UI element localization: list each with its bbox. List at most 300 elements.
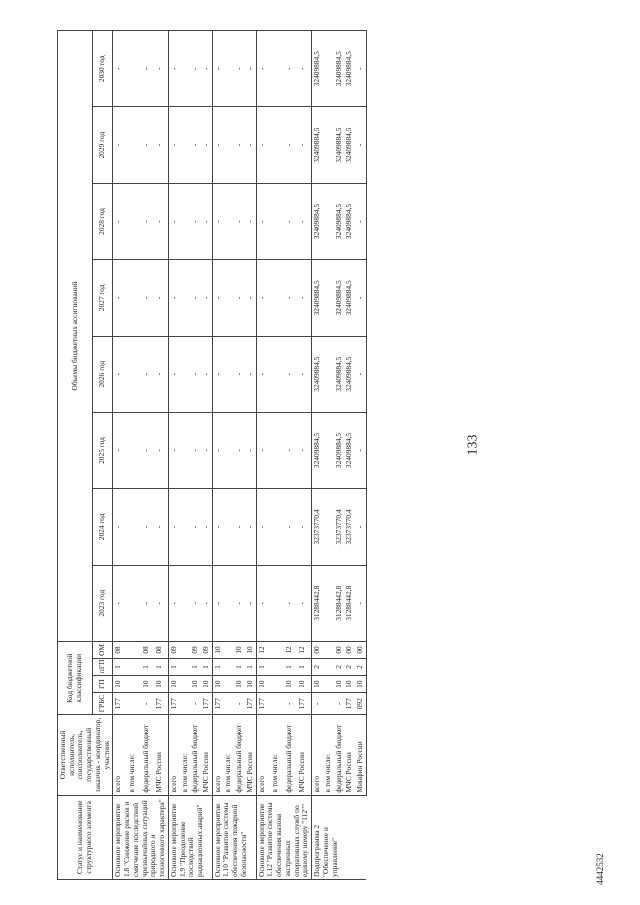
grbs-cell	[323, 693, 334, 715]
amount-cell: -	[212, 31, 223, 107]
amount-cell	[127, 565, 141, 641]
amount-cell	[180, 412, 191, 488]
amount-cell: 32409884,5	[334, 336, 345, 412]
header-om: ОМ	[93, 641, 113, 658]
responsible-cell: всего	[212, 715, 223, 795]
amount-cell: 32409884,5	[344, 107, 355, 183]
amount-cell: -	[168, 489, 179, 565]
gp-cell: 10	[245, 676, 256, 693]
amount-cell: -	[355, 412, 366, 488]
amount-cell: 31288442,8	[312, 565, 323, 641]
pgp-cell: 1	[113, 659, 127, 676]
amount-cell: -	[212, 489, 223, 565]
amount-cell: -	[141, 260, 155, 336]
responsible-cell: в том числе:	[127, 715, 141, 795]
amount-cell	[180, 336, 191, 412]
amount-cell: -	[245, 107, 256, 183]
pgp-cell	[127, 659, 141, 676]
amount-cell: 32373770,4	[312, 489, 323, 565]
responsible-cell: всего	[312, 715, 323, 795]
amount-cell	[223, 336, 234, 412]
grbs-cell	[180, 693, 191, 715]
amount-cell: 32409884,5	[334, 412, 345, 488]
amount-cell: -	[201, 107, 212, 183]
pgp-cell: 1	[190, 659, 201, 676]
amount-cell: -	[355, 336, 366, 412]
om-cell: 00	[334, 641, 345, 658]
amount-cell: -	[113, 489, 127, 565]
gp-cell: 10	[334, 676, 345, 693]
gp-cell: 10	[234, 676, 245, 693]
amount-cell: 32409884,5	[312, 336, 323, 412]
amount-cell	[270, 336, 284, 412]
budget-table-page	[57, 30, 472, 880]
amount-cell: 32409884,5	[334, 107, 345, 183]
table-row	[212, 31, 223, 880]
gp-cell	[323, 676, 334, 693]
amount-cell: 32409884,5	[334, 31, 345, 107]
om-cell: 08	[141, 641, 155, 658]
amount-cell: -	[256, 31, 270, 107]
header-budget-amounts: Объемы бюджетных ассигнований	[58, 31, 93, 642]
gp-cell: 10	[312, 676, 323, 693]
amount-cell	[323, 107, 334, 183]
pgp-cell: 1	[234, 659, 245, 676]
om-cell: 00	[344, 641, 355, 658]
pgp-cell: 1	[168, 659, 179, 676]
header-year: 2025 год	[93, 412, 113, 488]
responsible-cell: МЧС России	[297, 715, 311, 795]
amount-cell: -	[212, 565, 223, 641]
amount-cell: -	[168, 183, 179, 259]
amount-cell: 32373770,4	[334, 489, 345, 565]
amount-cell: -	[245, 489, 256, 565]
pgp-cell: 1	[284, 659, 298, 676]
pgp-cell: 2	[312, 659, 323, 676]
pgp-cell	[223, 659, 234, 676]
gp-cell: 10	[201, 676, 212, 693]
amount-cell	[270, 565, 284, 641]
responsible-cell: МЧС России	[201, 715, 212, 795]
grbs-cell: -	[141, 693, 155, 715]
amount-cell: 32409884,5	[312, 412, 323, 488]
pgp-cell: 1	[141, 659, 155, 676]
amount-cell: -	[141, 336, 155, 412]
grbs-cell: -	[234, 693, 245, 715]
gp-cell: 10	[256, 676, 270, 693]
amount-cell: -	[141, 31, 155, 107]
structural-element-name: Основное мероприятие 1.8 "Снижение рисков и смягчение последствий чрезвычайных ситуаций природного и техногенного характера"	[113, 795, 168, 879]
table-row	[141, 31, 155, 880]
amount-cell	[180, 31, 191, 107]
amount-cell	[323, 565, 334, 641]
amount-cell: -	[201, 565, 212, 641]
amount-cell: -	[284, 489, 298, 565]
amount-cell: -	[113, 565, 127, 641]
responsible-cell: в том числе:	[223, 715, 234, 795]
om-cell: 08	[113, 641, 127, 658]
header-pgp: пГП	[93, 659, 113, 676]
amount-cell: -	[168, 565, 179, 641]
amount-cell: -	[245, 183, 256, 259]
amount-cell: -	[168, 107, 179, 183]
amount-cell: -	[297, 183, 311, 259]
pgp-cell: 1	[212, 659, 223, 676]
amount-cell: -	[168, 336, 179, 412]
amount-cell	[180, 260, 191, 336]
amount-cell: -	[154, 260, 168, 336]
table-row	[154, 31, 168, 880]
om-cell	[223, 641, 234, 658]
pgp-cell	[270, 659, 284, 676]
amount-cell: -	[234, 107, 245, 183]
om-cell: 00	[355, 641, 366, 658]
gp-cell: 10	[168, 676, 179, 693]
amount-cell: -	[212, 336, 223, 412]
amount-cell: 32409884,5	[312, 107, 323, 183]
amount-cell: -	[256, 412, 270, 488]
responsible-cell: всего	[256, 715, 270, 795]
header-year: 2029 год	[93, 107, 113, 183]
amount-cell	[180, 565, 191, 641]
amount-cell: -	[190, 31, 201, 107]
amount-cell: -	[355, 260, 366, 336]
amount-cell: -	[256, 260, 270, 336]
header-year: 2023 год	[93, 565, 113, 641]
amount-cell: -	[190, 107, 201, 183]
table-row	[180, 31, 191, 880]
amount-cell: -	[141, 412, 155, 488]
amount-cell: 32409884,5	[344, 31, 355, 107]
responsible-cell: МЧС России	[344, 715, 355, 795]
amount-cell: -	[141, 489, 155, 565]
responsible-cell: МЧС России	[245, 715, 256, 795]
header-year: 2027 год	[93, 260, 113, 336]
table-row	[297, 31, 311, 880]
amount-cell: -	[245, 565, 256, 641]
amount-cell: -	[234, 183, 245, 259]
amount-cell: -	[297, 412, 311, 488]
amount-cell: -	[201, 336, 212, 412]
amount-cell	[323, 260, 334, 336]
amount-cell: -	[212, 183, 223, 259]
om-cell: 10	[212, 641, 223, 658]
amount-cell: -	[154, 336, 168, 412]
amount-cell	[323, 183, 334, 259]
pgp-cell: 2	[344, 659, 355, 676]
grbs-cell: 177	[113, 693, 127, 715]
structural-element-name: Основное мероприятие 1.12 "Развитие системы обеспечения вызова экстренных оперативных служб по единому номеру "112""	[256, 795, 311, 879]
amount-cell: -	[201, 489, 212, 565]
amount-cell: -	[113, 260, 127, 336]
table-row	[323, 31, 334, 880]
amount-cell: 32409884,5	[312, 31, 323, 107]
header-responsible: Ответственный исполнитель, соисполнитель, государственный заказчик - координатор, участник	[58, 715, 113, 795]
amount-cell: -	[212, 412, 223, 488]
amount-cell: -	[355, 107, 366, 183]
amount-cell: -	[154, 565, 168, 641]
grbs-cell: 177	[154, 693, 168, 715]
table-row	[201, 31, 212, 880]
amount-cell	[127, 107, 141, 183]
amount-cell: -	[154, 412, 168, 488]
om-cell	[323, 641, 334, 658]
om-cell: 09	[168, 641, 179, 658]
budget-allocation-table	[57, 30, 367, 880]
header-grbs: ГРБС	[93, 693, 113, 715]
amount-cell: 32409884,5	[334, 183, 345, 259]
amount-cell: -	[234, 31, 245, 107]
responsible-cell: федеральный бюджет	[284, 715, 298, 795]
header-year: 2024 год	[93, 489, 113, 565]
amount-cell: -	[190, 412, 201, 488]
structural-element-name: Основное мероприятие 1.10 "Развитие системы обеспечения пожарной безопасности"	[212, 795, 256, 879]
amount-cell: -	[212, 107, 223, 183]
amount-cell: -	[141, 107, 155, 183]
amount-cell: -	[190, 260, 201, 336]
grbs-cell: -	[190, 693, 201, 715]
table-row	[168, 31, 179, 880]
om-cell	[180, 641, 191, 658]
header-year: 2026 год	[93, 336, 113, 412]
document-code: 4442532	[594, 853, 605, 885]
header-year: 2030 год	[93, 31, 113, 107]
grbs-cell: -	[334, 693, 345, 715]
amount-cell: -	[190, 489, 201, 565]
table-body	[113, 31, 366, 880]
amount-cell: -	[284, 336, 298, 412]
pgp-cell: 1	[297, 659, 311, 676]
amount-cell: -	[245, 260, 256, 336]
om-cell	[270, 641, 284, 658]
amount-cell	[127, 31, 141, 107]
responsible-cell: Минфин России	[355, 715, 366, 795]
table-row	[245, 31, 256, 880]
amount-cell: -	[201, 412, 212, 488]
grbs-cell: 177	[245, 693, 256, 715]
om-cell: 00	[312, 641, 323, 658]
amount-cell	[223, 412, 234, 488]
page-number: 133	[465, 434, 481, 456]
amount-cell: -	[284, 412, 298, 488]
amount-cell: -	[355, 489, 366, 565]
header-structural-element: Статус и наименование структурного элемента	[58, 795, 113, 879]
gp-cell	[270, 676, 284, 693]
table-row	[334, 31, 345, 880]
amount-cell: -	[256, 565, 270, 641]
amount-cell: -	[154, 107, 168, 183]
responsible-cell: всего	[113, 715, 127, 795]
pgp-cell	[180, 659, 191, 676]
amount-cell: -	[234, 565, 245, 641]
amount-cell: -	[245, 412, 256, 488]
amount-cell	[127, 260, 141, 336]
amount-cell: 32409884,5	[344, 260, 355, 336]
amount-cell: -	[190, 565, 201, 641]
amount-cell: 32373770,4	[344, 489, 355, 565]
amount-cell: -	[168, 31, 179, 107]
grbs-cell	[270, 693, 284, 715]
amount-cell	[180, 107, 191, 183]
gp-cell: 10	[355, 676, 366, 693]
amount-cell: -	[190, 336, 201, 412]
amount-cell	[323, 412, 334, 488]
amount-cell: -	[234, 489, 245, 565]
amount-cell: -	[113, 412, 127, 488]
amount-cell	[223, 107, 234, 183]
structural-element-name: Подпрограмма 2 "Обеспечение и управление"	[312, 795, 367, 879]
pgp-cell: 1	[245, 659, 256, 676]
amount-cell: -	[284, 565, 298, 641]
amount-cell: 31288442,8	[344, 565, 355, 641]
amount-cell: -	[245, 31, 256, 107]
amount-cell: -	[190, 183, 201, 259]
responsible-cell: МЧС России	[154, 715, 168, 795]
amount-cell: 32409884,5	[344, 336, 355, 412]
table-row	[190, 31, 201, 880]
amount-cell	[223, 260, 234, 336]
amount-cell	[270, 31, 284, 107]
table-row	[127, 31, 141, 880]
amount-cell: -	[234, 336, 245, 412]
gp-cell: 10	[154, 676, 168, 693]
header-year: 2028 год	[93, 183, 113, 259]
amount-cell: -	[284, 260, 298, 336]
responsible-cell: федеральный бюджет	[334, 715, 345, 795]
amount-cell: -	[355, 565, 366, 641]
amount-cell: 31288442,8	[334, 565, 345, 641]
gp-cell	[180, 676, 191, 693]
header-gp: ГП	[93, 676, 113, 693]
responsible-cell: федеральный бюджет	[190, 715, 201, 795]
amount-cell	[270, 107, 284, 183]
table-header	[58, 31, 113, 880]
amount-cell: 32409884,5	[334, 260, 345, 336]
amount-cell: -	[168, 260, 179, 336]
amount-cell	[127, 336, 141, 412]
grbs-cell: 092	[355, 693, 366, 715]
amount-cell: 32409884,5	[312, 183, 323, 259]
amount-cell: -	[284, 107, 298, 183]
grbs-cell: 177	[212, 693, 223, 715]
amount-cell: -	[245, 336, 256, 412]
gp-cell: 10	[297, 676, 311, 693]
amount-cell: -	[212, 260, 223, 336]
gp-cell	[223, 676, 234, 693]
grbs-cell: 177	[201, 693, 212, 715]
amount-cell: -	[201, 260, 212, 336]
pgp-cell: 1	[154, 659, 168, 676]
om-cell: 12	[297, 641, 311, 658]
amount-cell: -	[141, 565, 155, 641]
amount-cell: -	[256, 183, 270, 259]
amount-cell	[127, 489, 141, 565]
responsible-cell: в том числе:	[323, 715, 334, 795]
amount-cell: -	[113, 31, 127, 107]
amount-cell: 32409884,5	[344, 183, 355, 259]
amount-cell	[223, 183, 234, 259]
amount-cell	[323, 336, 334, 412]
gp-cell: 10	[212, 676, 223, 693]
amount-cell: -	[297, 489, 311, 565]
om-cell: 08	[154, 641, 168, 658]
pgp-cell: 2	[355, 659, 366, 676]
amount-cell: -	[284, 31, 298, 107]
grbs-cell: 177	[168, 693, 179, 715]
amount-cell	[223, 565, 234, 641]
amount-cell	[127, 412, 141, 488]
amount-cell: -	[234, 412, 245, 488]
amount-cell: -	[168, 412, 179, 488]
gp-cell: 10	[190, 676, 201, 693]
gp-cell: 10	[141, 676, 155, 693]
amount-cell	[270, 412, 284, 488]
gp-cell: 10	[344, 676, 355, 693]
table-row	[355, 31, 366, 880]
amount-cell	[270, 260, 284, 336]
table-row	[234, 31, 245, 880]
structural-element-name: Основное мероприятие 1.9 "Преодоление последствий радиационных аварий"	[168, 795, 212, 879]
responsible-cell: всего	[168, 715, 179, 795]
responsible-cell: федеральный бюджет	[141, 715, 155, 795]
om-cell: 10	[234, 641, 245, 658]
gp-cell: 10	[284, 676, 298, 693]
pgp-cell: 1	[256, 659, 270, 676]
om-cell: 12	[284, 641, 298, 658]
amount-cell	[223, 31, 234, 107]
grbs-cell: -	[284, 693, 298, 715]
amount-cell: -	[297, 260, 311, 336]
gp-cell	[127, 676, 141, 693]
amount-cell	[127, 183, 141, 259]
amount-cell: -	[297, 107, 311, 183]
amount-cell	[323, 489, 334, 565]
amount-cell: -	[297, 565, 311, 641]
amount-cell: -	[297, 31, 311, 107]
header-budget-code: Код бюджетной классификации	[58, 641, 93, 714]
amount-cell	[180, 489, 191, 565]
amount-cell: -	[355, 31, 366, 107]
grbs-cell	[127, 693, 141, 715]
amount-cell: -	[113, 336, 127, 412]
om-cell: 12	[256, 641, 270, 658]
responsible-cell: в том числе:	[180, 715, 191, 795]
amount-cell: -	[256, 489, 270, 565]
om-cell: 09	[201, 641, 212, 658]
amount-cell: -	[141, 183, 155, 259]
amount-cell: -	[234, 260, 245, 336]
pgp-cell: 1	[201, 659, 212, 676]
om-cell	[127, 641, 141, 658]
amount-cell: -	[154, 31, 168, 107]
pgp-cell: 2	[334, 659, 345, 676]
gp-cell: 10	[113, 676, 127, 693]
amount-cell: -	[355, 183, 366, 259]
amount-cell	[223, 489, 234, 565]
table-row	[270, 31, 284, 880]
table-row	[284, 31, 298, 880]
table-row	[312, 31, 323, 880]
amount-cell: -	[297, 336, 311, 412]
amount-cell: 32409884,5	[312, 260, 323, 336]
amount-cell: -	[256, 336, 270, 412]
table-row	[113, 31, 127, 880]
amount-cell: -	[201, 31, 212, 107]
amount-cell	[270, 489, 284, 565]
amount-cell: -	[256, 107, 270, 183]
amount-cell	[270, 183, 284, 259]
grbs-cell: -	[312, 693, 323, 715]
